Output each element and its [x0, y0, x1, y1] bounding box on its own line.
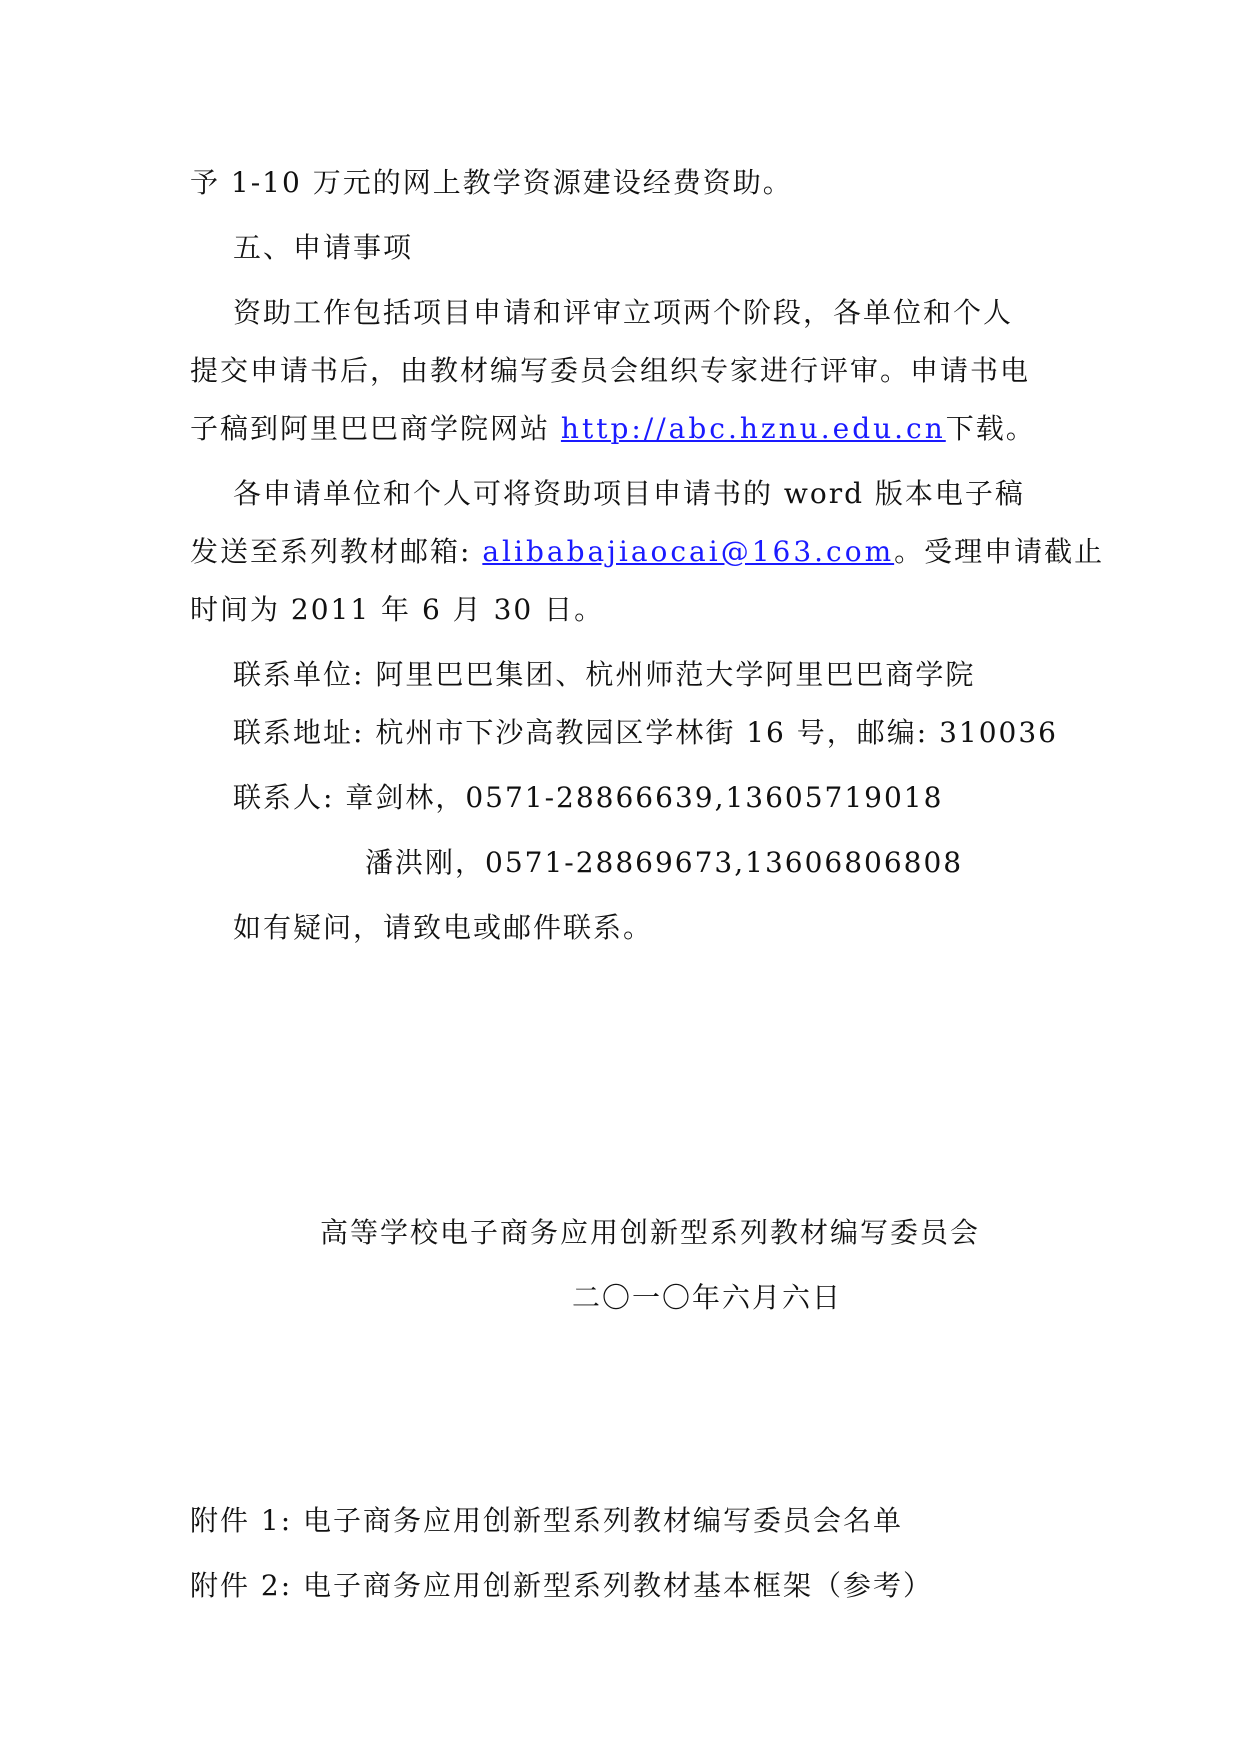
section-heading: 五、申请事项 — [233, 231, 414, 264]
attachment-item: 附件 2: 电子商务应用创新型系列教材基本框架（参考） — [190, 1569, 934, 1602]
contact-person: 联系人: 章剑林，0571-28866639,13605719018 — [233, 781, 944, 814]
body-text-line: 予 1-10 万元的网上教学资源建设经费资助。 — [190, 166, 793, 199]
body-text-line-with-link — [190, 522, 1105, 582]
body-text: 发送至系列教材邮箱: — [190, 535, 483, 568]
body-text: 子稿到阿里巴巴商学院网站 — [190, 412, 561, 445]
contact-person: 潘洪刚，0571-28869673,13606806808 — [365, 846, 964, 879]
body-text-line: 提交申请书后，由教材编写委员会组织专家进行评审。申请书电 — [190, 354, 1031, 387]
signature-organization: 高等学校电子商务应用创新型系列教材编写委员会 — [320, 1216, 981, 1249]
attachment-item: 附件 1: 电子商务应用创新型系列教材编写委员会名单 — [190, 1504, 904, 1537]
closing-text: 如有疑问，请致电或邮件联系。 — [233, 911, 654, 944]
email-link[interactable]: alibabajiaocai@163.com — [482, 535, 895, 568]
body-text: 下载。 — [945, 412, 1036, 445]
contact-unit: 联系单位: 阿里巴巴集团、杭州师范大学阿里巴巴商学院 — [233, 658, 976, 691]
body-text: 。受理申请截止 — [894, 535, 1105, 568]
body-text-line: 资助工作包括项目申请和评审立项两个阶段，各单位和个人 — [233, 296, 1014, 329]
body-text-line-with-link — [190, 399, 1050, 459]
website-link[interactable]: http://abc.hznu.edu.cn — [560, 412, 946, 445]
signature-date: 二〇一〇年六月六日 — [572, 1281, 843, 1314]
body-text-line: 各申请单位和个人可将资助项目申请书的 word 版本电子稿 — [233, 477, 1025, 510]
contact-address: 联系地址: 杭州市下沙高教园区学林街 16 号，邮编: 310036 — [233, 716, 1058, 749]
body-text-line: 时间为 2011 年 6 月 30 日。 — [190, 593, 605, 626]
